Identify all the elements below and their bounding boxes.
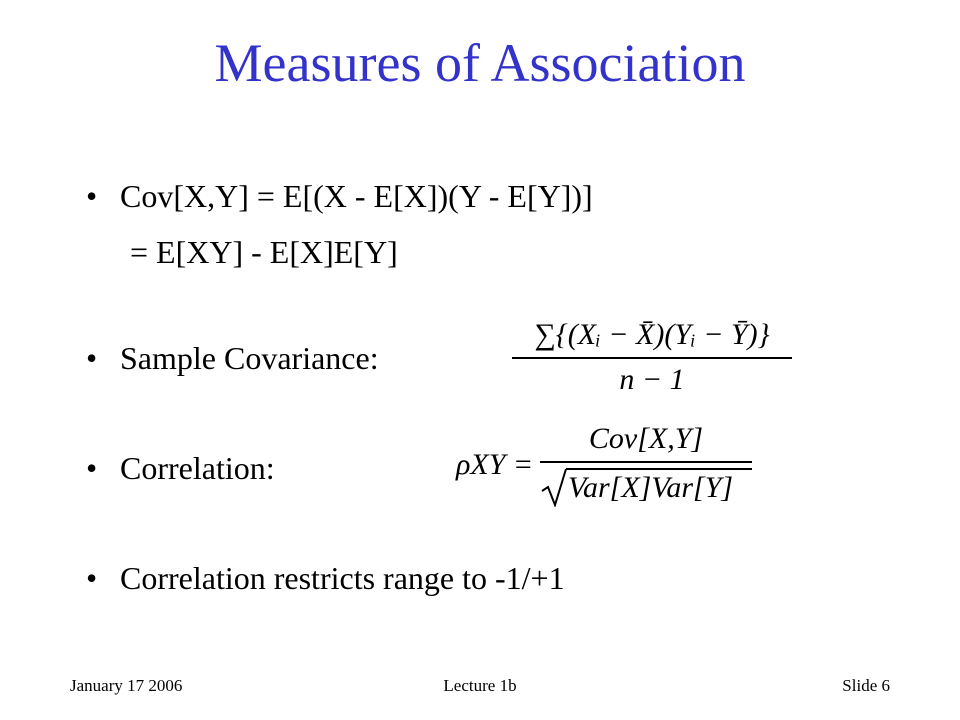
bullet-text: Sample Covariance:: [120, 340, 379, 376]
correlation-lhs: ρXY =: [456, 448, 534, 481]
sqrt-overline: [566, 468, 752, 470]
formula-denominator: n − 1: [619, 363, 685, 396]
fraction-bar: [540, 461, 752, 463]
bullet-icon: •: [86, 450, 98, 486]
bullet-icon: •: [86, 340, 98, 376]
sqrt-content: Var[X]Var[Y]: [568, 471, 734, 504]
bullet-cov-definition: [86, 180, 593, 212]
formula-numerator: Cov[X,Y]: [588, 422, 704, 455]
bullet-icon: •: [86, 178, 98, 214]
bullet-correlation: [86, 452, 275, 484]
bullet-text: = E[XY] - E[X]E[Y]: [130, 234, 398, 270]
formula-numerator: ∑{(Xᵢ − X̄)(Yᵢ − Ȳ)}: [534, 318, 770, 351]
bullet-range: [86, 562, 565, 594]
fraction-bar: [512, 357, 792, 359]
bullet-text: Correlation restricts range to -1/+1: [120, 560, 565, 596]
bullet-cov-continuation: [130, 236, 398, 268]
bullet-icon: •: [86, 560, 98, 596]
sqrt-icon: [540, 467, 568, 507]
slide-title: Measures of Association: [214, 33, 746, 93]
footer-slide-number: Slide 6: [842, 676, 890, 695]
footer-date: January 17 2006: [70, 676, 183, 695]
correlation-formula: [540, 422, 752, 507]
footer-lecture: Lecture 1b: [443, 676, 517, 695]
bullet-text: Correlation:: [120, 450, 275, 486]
sample-covariance-formula: [512, 318, 792, 396]
bullet-text: Cov[X,Y] = E[(X - E[X])(Y - E[Y])]: [120, 178, 593, 214]
bullet-sample-covariance: [86, 342, 379, 374]
formula-denominator: [540, 467, 752, 507]
